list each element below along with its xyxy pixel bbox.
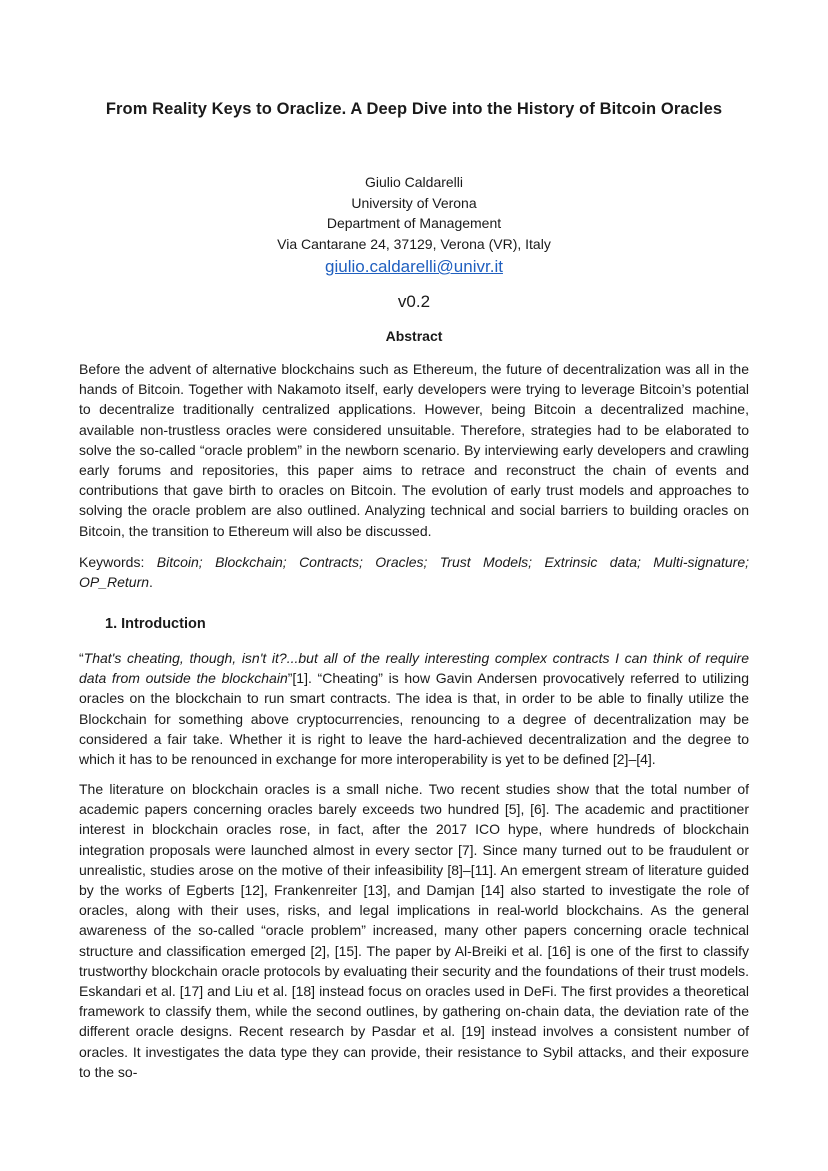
keywords-end: . (149, 574, 153, 591)
author-address: Via Cantarane 24, 37129, Verona (VR), Italy (277, 235, 551, 252)
paper-title: From Reality Keys to Oraclize. A Deep Dive into the History of Bitcoin Oracles (105, 100, 723, 118)
keywords-list: Bitcoin; Blockchain; Contracts; Oracles; Trust Models; Extrinsic data; Multi-signature; OP_Return (79, 554, 750, 591)
intro-paragraph-1-rest: ”[1]. “Cheating” is how Gavin Andersen provocatively referred to utilizing oracles on the blockchain to run smart contracts. The idea is that, in order to be able to finally utilize the Blockchain for something above cryptocurrencies, renouncing to a degree of decentralization may be considered a fair take. Whether it is right to leave the hard-achieved decentralization and the degree to which it has to be renounced in exchange for more interoperability is yet to be defined [2]–[4]. (79, 670, 749, 768)
author-university: University of Verona (351, 194, 477, 211)
quote-open-mark: “ (79, 650, 84, 666)
intro-quote: That's cheating, though, isn't it?...but all of the really interesting complex contracts I can think of require data from outside the blockchain (79, 650, 749, 687)
keywords-line (79, 552, 749, 592)
section-heading-introduction: 1. Introduction (105, 616, 206, 632)
version-label: v0.2 (397, 292, 431, 311)
author-email-link[interactable]: giulio.caldarelli@univr.it (325, 257, 503, 276)
abstract-text: Before the advent of alternative blockchains such as Ethereum, the future of decentralization was all in the hands of Bitcoin. Together with Nakamoto itself, early developers were trying to leverage Bitcoin’s potential to decentralize traditionally centralized applications. However, being Bitcoin a decentralized machine, available non-trustless oracles were considered unsuitable. Therefore, strategies had to be elaborated to solve the so-called “oracle problem” in the newborn scenario. By interviewing early developers and crawling early forums and repositories, this paper aims to retrace and reconstruct the chain of events and contributions that gave birth to oracles on Bitcoin. The evolution of early trust models and approaches to solving the oracle problem are also outlined. Analyzing technical and social barriers to building oracles on Bitcoin, the transition to Ethereum will also be discussed. (79, 361, 749, 539)
abstract-heading: Abstract (385, 328, 443, 344)
author-block (0, 172, 828, 278)
intro-paragraph-2: The literature on blockchain oracles is a small niche. Two recent studies show that the total number of academic papers concerning oracles barely exceeds two hundred [5], [6]. The academic and practitioner interest in blockchain oracles rose, in fact, after the 2017 ICO hype, where hundreds of blockchain integration proposals were launched almost in every sector [7]. Since many turned out to be fraudulent or unrealistic, studies arose on the motive of their infeasibility [8]–[11]. An emergent stream of literature guided by the works of Egberts [12], Frankenreiter [13], and Damjan [14] also started to investigate the role of oracles, along with their uses, risks, and legal implications in real-world blockchains. As the general awareness of the so-called “oracle problem” increased, many other papers concerning oracle technical structure and classification emerged [2], [15]. The paper by Al-Breiki et al. [16] is one of the first to classify trustworthy blockchain oracle protocols by evaluating their security and the foundations of their trust models. Eskandari et al. [17] and Liu et al. [18] instead focus on oracles used in DeFi. The first provides a theoretical framework to classify them, while the second outlines, by gathering on-chain data, the deviation rate of the different oracle designs. Recent research by Pasdar et al. [19] instead involves a consistent number of oracles. It investigates the data type they can provide, their resistance to Sybil attacks, and their exposure to the so- (79, 781, 749, 1080)
intro-paragraph-1 (79, 648, 749, 769)
keywords-label: Keywords: (79, 554, 157, 570)
author-name: Giulio Caldarelli (364, 174, 464, 190)
author-department: Department of Management (326, 215, 502, 231)
